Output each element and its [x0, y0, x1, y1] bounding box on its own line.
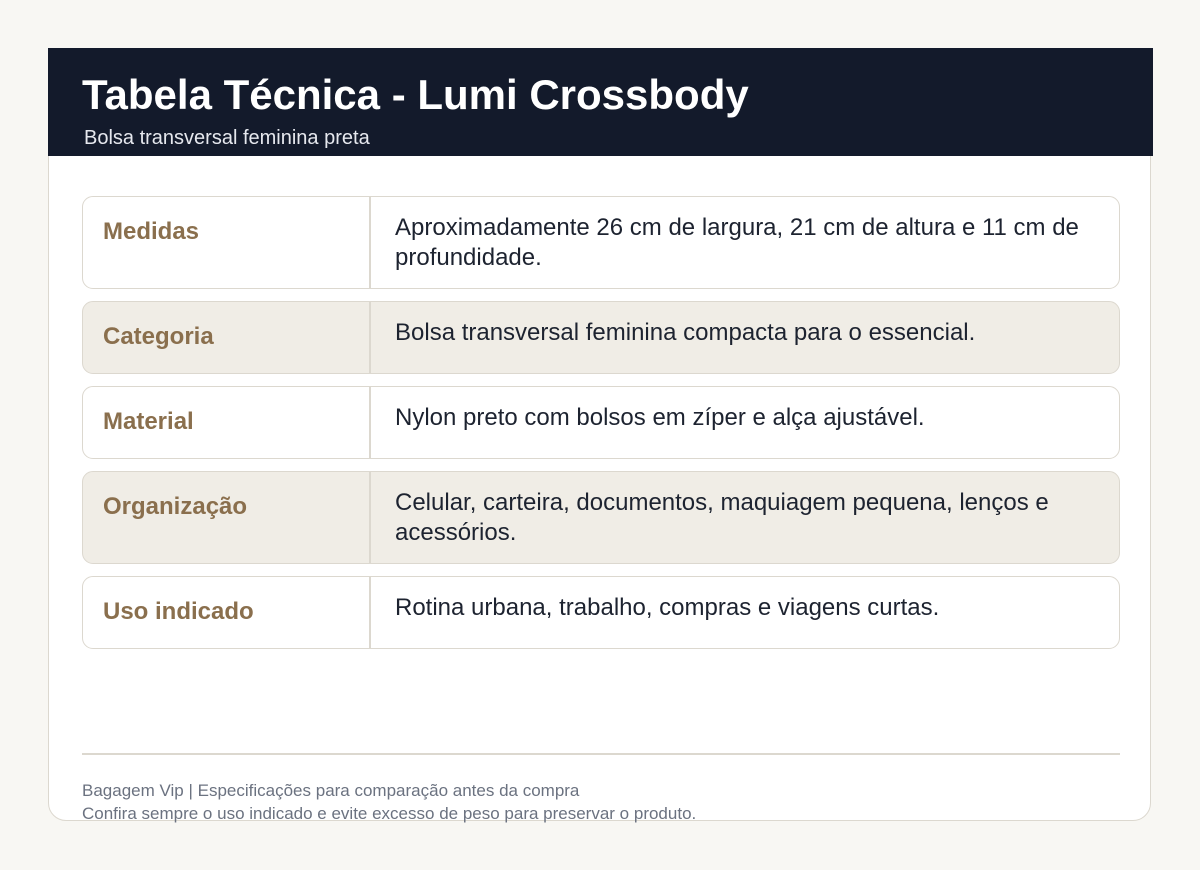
spec-label: Categoria	[83, 302, 371, 373]
spec-row-categoria	[82, 301, 1120, 374]
spec-label: Material	[83, 387, 371, 458]
spec-label: Medidas	[83, 197, 371, 288]
footer-divider	[82, 753, 1120, 755]
spec-row-uso-indicado	[82, 576, 1120, 649]
footer-note	[82, 779, 696, 825]
spec-table	[82, 196, 1120, 661]
spec-row-organizacao	[82, 471, 1120, 564]
spec-row-medidas	[82, 196, 1120, 289]
spec-row-material	[82, 386, 1120, 459]
spec-value: Aproximadamente 26 cm de largura, 21 cm de altura e 11 cm de profundidade.	[395, 214, 1079, 271]
header-banner	[48, 48, 1153, 156]
page-title: Tabela Técnica - Lumi Crossbody	[82, 71, 749, 118]
spec-value: Celular, carteira, documentos, maquiagem pequena, lenços e acessórios.	[395, 489, 1049, 546]
footer-advice-line: Confira sempre o uso indicado e evite excesso de peso para preservar o produto.	[82, 804, 697, 823]
spec-label: Organização	[83, 472, 371, 563]
spec-value: Rotina urbana, trabalho, compras e viagens curtas.	[395, 594, 940, 621]
spec-label: Uso indicado	[83, 577, 371, 648]
spec-sheet-card	[48, 48, 1151, 821]
page-subtitle: Bolsa transversal feminina preta	[84, 127, 370, 149]
spec-value: Nylon preto com bolsos em zíper e alça ajustável.	[395, 404, 925, 431]
footer-brand-line: Bagagem Vip | Especificações para comparação antes da compra	[82, 781, 580, 800]
spec-value: Bolsa transversal feminina compacta para o essencial.	[395, 319, 976, 346]
